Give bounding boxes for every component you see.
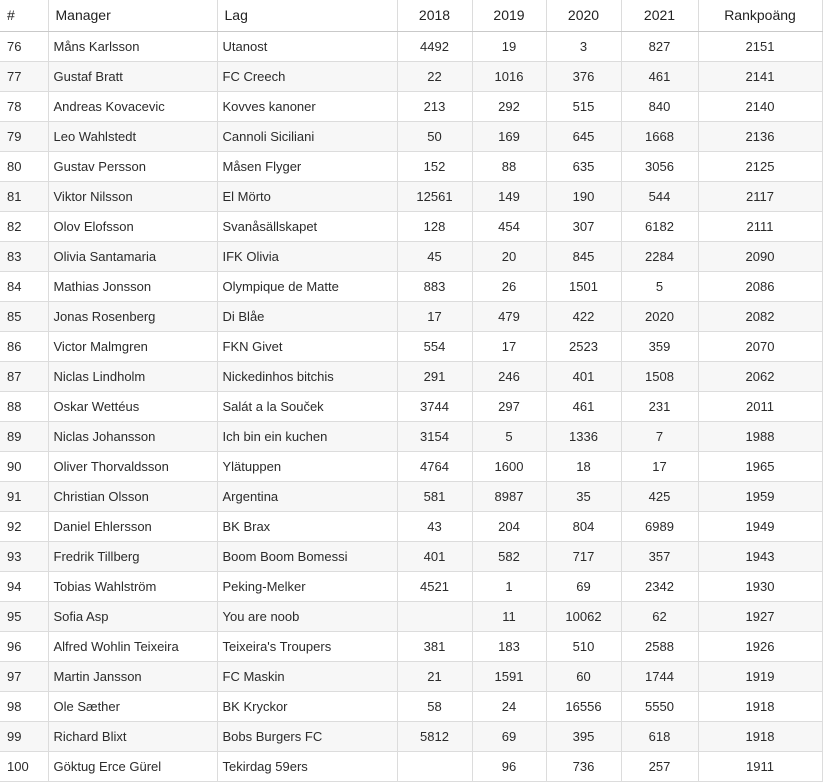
cell-2021: 3056 xyxy=(621,151,698,181)
table-row xyxy=(0,631,822,661)
table-row xyxy=(0,751,822,781)
header-2019[interactable]: 2019 xyxy=(472,0,546,31)
cell-manager: Victor Malmgren xyxy=(48,331,217,361)
table-row xyxy=(0,301,822,331)
cell-rank: 81 xyxy=(0,181,48,211)
cell-2019: 5 xyxy=(472,421,546,451)
cell-rank: 76 xyxy=(0,31,48,61)
cell-2019: 204 xyxy=(472,511,546,541)
cell-2018: 381 xyxy=(397,631,472,661)
cell-2020: 16556 xyxy=(546,691,621,721)
cell-2018: 291 xyxy=(397,361,472,391)
cell-rank: 88 xyxy=(0,391,48,421)
cell-rank: 89 xyxy=(0,421,48,451)
cell-team: Tekirdag 59ers xyxy=(217,751,397,781)
cell-rank: 94 xyxy=(0,571,48,601)
cell-2020: 1336 xyxy=(546,421,621,451)
cell-2018: 554 xyxy=(397,331,472,361)
cell-rank: 87 xyxy=(0,361,48,391)
cell-2018: 213 xyxy=(397,91,472,121)
cell-2019: 183 xyxy=(472,631,546,661)
cell-points: 1949 xyxy=(698,511,822,541)
cell-points: 1926 xyxy=(698,631,822,661)
cell-rank: 79 xyxy=(0,121,48,151)
cell-points: 2125 xyxy=(698,151,822,181)
cell-2021: 359 xyxy=(621,331,698,361)
table-row xyxy=(0,421,822,451)
table-row xyxy=(0,271,822,301)
cell-2018: 401 xyxy=(397,541,472,571)
cell-2021: 461 xyxy=(621,61,698,91)
table-row xyxy=(0,481,822,511)
cell-2018: 128 xyxy=(397,211,472,241)
table-row xyxy=(0,691,822,721)
cell-team: Ylätuppen xyxy=(217,451,397,481)
cell-manager: Sofia Asp xyxy=(48,601,217,631)
cell-points: 2082 xyxy=(698,301,822,331)
header-team[interactable]: Lag xyxy=(217,0,397,31)
cell-2018: 45 xyxy=(397,241,472,271)
cell-team: Svanåsällskapet xyxy=(217,211,397,241)
cell-2019: 1 xyxy=(472,571,546,601)
cell-team: Salát a la Souček xyxy=(217,391,397,421)
cell-points: 2140 xyxy=(698,91,822,121)
cell-2020: 10062 xyxy=(546,601,621,631)
cell-2020: 510 xyxy=(546,631,621,661)
cell-2021: 425 xyxy=(621,481,698,511)
cell-team: FKN Givet xyxy=(217,331,397,361)
cell-2018: 4521 xyxy=(397,571,472,601)
cell-manager: Måns Karlsson xyxy=(48,31,217,61)
cell-rank: 99 xyxy=(0,721,48,751)
cell-team: Måsen Flyger xyxy=(217,151,397,181)
cell-team: FC Maskin xyxy=(217,661,397,691)
cell-manager: Christian Olsson xyxy=(48,481,217,511)
cell-points: 1927 xyxy=(698,601,822,631)
cell-2018: 43 xyxy=(397,511,472,541)
cell-2019: 149 xyxy=(472,181,546,211)
cell-2020: 35 xyxy=(546,481,621,511)
cell-2018: 581 xyxy=(397,481,472,511)
cell-2019: 11 xyxy=(472,601,546,631)
cell-2021: 1744 xyxy=(621,661,698,691)
cell-points: 2070 xyxy=(698,331,822,361)
cell-points: 2151 xyxy=(698,31,822,61)
cell-2021: 5550 xyxy=(621,691,698,721)
cell-team: Cannoli Siciliani xyxy=(217,121,397,151)
cell-rank: 92 xyxy=(0,511,48,541)
cell-points: 1943 xyxy=(698,541,822,571)
cell-manager: Niclas Lindholm xyxy=(48,361,217,391)
cell-team: Teixeira's Troupers xyxy=(217,631,397,661)
cell-rank: 95 xyxy=(0,601,48,631)
cell-manager: Viktor Nilsson xyxy=(48,181,217,211)
cell-2020: 461 xyxy=(546,391,621,421)
cell-2019: 297 xyxy=(472,391,546,421)
cell-2021: 2342 xyxy=(621,571,698,601)
cell-2018: 17 xyxy=(397,301,472,331)
cell-points: 1959 xyxy=(698,481,822,511)
table-row xyxy=(0,61,822,91)
cell-2021: 231 xyxy=(621,391,698,421)
cell-points: 1930 xyxy=(698,571,822,601)
cell-2021: 1668 xyxy=(621,121,698,151)
cell-points: 1911 xyxy=(698,751,822,781)
table-row xyxy=(0,451,822,481)
cell-rank: 84 xyxy=(0,271,48,301)
cell-2019: 582 xyxy=(472,541,546,571)
cell-rank: 100 xyxy=(0,751,48,781)
cell-team: Argentina xyxy=(217,481,397,511)
table-row xyxy=(0,151,822,181)
cell-rank: 96 xyxy=(0,631,48,661)
cell-2020: 422 xyxy=(546,301,621,331)
cell-points: 1965 xyxy=(698,451,822,481)
cell-team: Olympique de Matte xyxy=(217,271,397,301)
cell-2018: 3154 xyxy=(397,421,472,451)
cell-2021: 357 xyxy=(621,541,698,571)
cell-2018 xyxy=(397,601,472,631)
cell-2019: 24 xyxy=(472,691,546,721)
table-header-row xyxy=(0,0,822,31)
cell-2019: 246 xyxy=(472,361,546,391)
header-2020[interactable]: 2020 xyxy=(546,0,621,31)
cell-team: You are noob xyxy=(217,601,397,631)
cell-manager: Olivia Santamaria xyxy=(48,241,217,271)
cell-points: 2136 xyxy=(698,121,822,151)
cell-manager: Niclas Johansson xyxy=(48,421,217,451)
cell-2018: 12561 xyxy=(397,181,472,211)
header-manager[interactable]: Manager xyxy=(48,0,217,31)
table-row xyxy=(0,601,822,631)
table-row xyxy=(0,361,822,391)
header-rank[interactable]: # xyxy=(0,0,48,31)
cell-2018: 21 xyxy=(397,661,472,691)
cell-2020: 2523 xyxy=(546,331,621,361)
cell-team: Utanost xyxy=(217,31,397,61)
cell-manager: Göktug Erce Gürel xyxy=(48,751,217,781)
table-row xyxy=(0,541,822,571)
header-points[interactable]: Rankpoäng xyxy=(698,0,822,31)
cell-rank: 90 xyxy=(0,451,48,481)
cell-2018: 883 xyxy=(397,271,472,301)
cell-2019: 8987 xyxy=(472,481,546,511)
cell-points: 1918 xyxy=(698,691,822,721)
cell-2018: 4764 xyxy=(397,451,472,481)
cell-2018: 5812 xyxy=(397,721,472,751)
cell-2021: 6182 xyxy=(621,211,698,241)
cell-2021: 257 xyxy=(621,751,698,781)
cell-2020: 717 xyxy=(546,541,621,571)
table-body xyxy=(0,31,822,781)
cell-manager: Oliver Thorvaldsson xyxy=(48,451,217,481)
cell-manager: Leo Wahlstedt xyxy=(48,121,217,151)
table-row xyxy=(0,511,822,541)
cell-points: 2141 xyxy=(698,61,822,91)
cell-2021: 6989 xyxy=(621,511,698,541)
cell-manager: Oskar Wettéus xyxy=(48,391,217,421)
cell-2020: 635 xyxy=(546,151,621,181)
cell-manager: Fredrik Tillberg xyxy=(48,541,217,571)
cell-2019: 1591 xyxy=(472,661,546,691)
cell-2019: 19 xyxy=(472,31,546,61)
cell-team: Bobs Burgers FC xyxy=(217,721,397,751)
cell-manager: Gustav Persson xyxy=(48,151,217,181)
cell-2021: 62 xyxy=(621,601,698,631)
cell-manager: Richard Blixt xyxy=(48,721,217,751)
cell-team: Nickedinhos bitchis xyxy=(217,361,397,391)
cell-2020: 60 xyxy=(546,661,621,691)
cell-2018: 3744 xyxy=(397,391,472,421)
cell-2021: 840 xyxy=(621,91,698,121)
cell-2020: 645 xyxy=(546,121,621,151)
cell-2020: 18 xyxy=(546,451,621,481)
cell-2020: 69 xyxy=(546,571,621,601)
cell-points: 2090 xyxy=(698,241,822,271)
cell-2018: 152 xyxy=(397,151,472,181)
cell-2020: 845 xyxy=(546,241,621,271)
cell-rank: 98 xyxy=(0,691,48,721)
cell-2019: 479 xyxy=(472,301,546,331)
cell-2019: 88 xyxy=(472,151,546,181)
cell-team: IFK Olivia xyxy=(217,241,397,271)
table-row xyxy=(0,91,822,121)
cell-team: Di Blåe xyxy=(217,301,397,331)
cell-2018: 22 xyxy=(397,61,472,91)
cell-2020: 401 xyxy=(546,361,621,391)
cell-2020: 3 xyxy=(546,31,621,61)
table-row xyxy=(0,331,822,361)
cell-2018: 50 xyxy=(397,121,472,151)
table-row xyxy=(0,721,822,751)
cell-2019: 17 xyxy=(472,331,546,361)
cell-2018 xyxy=(397,751,472,781)
cell-rank: 78 xyxy=(0,91,48,121)
table-row xyxy=(0,121,822,151)
cell-2018: 4492 xyxy=(397,31,472,61)
cell-2021: 827 xyxy=(621,31,698,61)
cell-2020: 307 xyxy=(546,211,621,241)
cell-rank: 77 xyxy=(0,61,48,91)
cell-team: El Mörto xyxy=(217,181,397,211)
cell-manager: Mathias Jonsson xyxy=(48,271,217,301)
table-row xyxy=(0,181,822,211)
cell-rank: 82 xyxy=(0,211,48,241)
cell-rank: 91 xyxy=(0,481,48,511)
cell-points: 2111 xyxy=(698,211,822,241)
cell-manager: Alfred Wohlin Teixeira xyxy=(48,631,217,661)
cell-manager: Daniel Ehlersson xyxy=(48,511,217,541)
cell-2020: 190 xyxy=(546,181,621,211)
cell-rank: 85 xyxy=(0,301,48,331)
table-row xyxy=(0,391,822,421)
cell-manager: Andreas Kovacevic xyxy=(48,91,217,121)
cell-team: BK Brax xyxy=(217,511,397,541)
cell-2020: 376 xyxy=(546,61,621,91)
cell-2021: 544 xyxy=(621,181,698,211)
cell-points: 2062 xyxy=(698,361,822,391)
cell-rank: 93 xyxy=(0,541,48,571)
cell-2019: 292 xyxy=(472,91,546,121)
table-row xyxy=(0,211,822,241)
cell-points: 1988 xyxy=(698,421,822,451)
cell-manager: Martin Jansson xyxy=(48,661,217,691)
cell-2019: 1016 xyxy=(472,61,546,91)
cell-2021: 2588 xyxy=(621,631,698,661)
cell-points: 2011 xyxy=(698,391,822,421)
cell-2020: 736 xyxy=(546,751,621,781)
cell-team: Peking-Melker xyxy=(217,571,397,601)
cell-points: 1918 xyxy=(698,721,822,751)
cell-2019: 20 xyxy=(472,241,546,271)
cell-team: Ich bin ein kuchen xyxy=(217,421,397,451)
header-2021[interactable]: 2021 xyxy=(621,0,698,31)
header-2018[interactable]: 2018 xyxy=(397,0,472,31)
cell-manager: Gustaf Bratt xyxy=(48,61,217,91)
cell-points: 1919 xyxy=(698,661,822,691)
cell-2019: 169 xyxy=(472,121,546,151)
cell-rank: 97 xyxy=(0,661,48,691)
cell-2021: 618 xyxy=(621,721,698,751)
table-row xyxy=(0,661,822,691)
cell-rank: 80 xyxy=(0,151,48,181)
cell-2021: 2284 xyxy=(621,241,698,271)
cell-team: Boom Boom Bomessi xyxy=(217,541,397,571)
cell-rank: 86 xyxy=(0,331,48,361)
cell-manager: Ole Sæther xyxy=(48,691,217,721)
cell-2019: 454 xyxy=(472,211,546,241)
cell-2020: 395 xyxy=(546,721,621,751)
cell-2018: 58 xyxy=(397,691,472,721)
cell-2021: 2020 xyxy=(621,301,698,331)
cell-2019: 26 xyxy=(472,271,546,301)
cell-2021: 17 xyxy=(621,451,698,481)
cell-2021: 7 xyxy=(621,421,698,451)
table-row xyxy=(0,241,822,271)
cell-2021: 5 xyxy=(621,271,698,301)
cell-2020: 804 xyxy=(546,511,621,541)
cell-manager: Jonas Rosenberg xyxy=(48,301,217,331)
cell-2021: 1508 xyxy=(621,361,698,391)
cell-team: BK Kryckor xyxy=(217,691,397,721)
cell-2019: 69 xyxy=(472,721,546,751)
cell-2020: 515 xyxy=(546,91,621,121)
cell-2020: 1501 xyxy=(546,271,621,301)
cell-points: 2086 xyxy=(698,271,822,301)
cell-points: 2117 xyxy=(698,181,822,211)
cell-manager: Tobias Wahlström xyxy=(48,571,217,601)
cell-2019: 1600 xyxy=(472,451,546,481)
cell-manager: Olov Elofsson xyxy=(48,211,217,241)
table-row xyxy=(0,571,822,601)
cell-rank: 83 xyxy=(0,241,48,271)
cell-2019: 96 xyxy=(472,751,546,781)
cell-team: Kovves kanoner xyxy=(217,91,397,121)
cell-team: FC Creech xyxy=(217,61,397,91)
table-row xyxy=(0,31,822,61)
